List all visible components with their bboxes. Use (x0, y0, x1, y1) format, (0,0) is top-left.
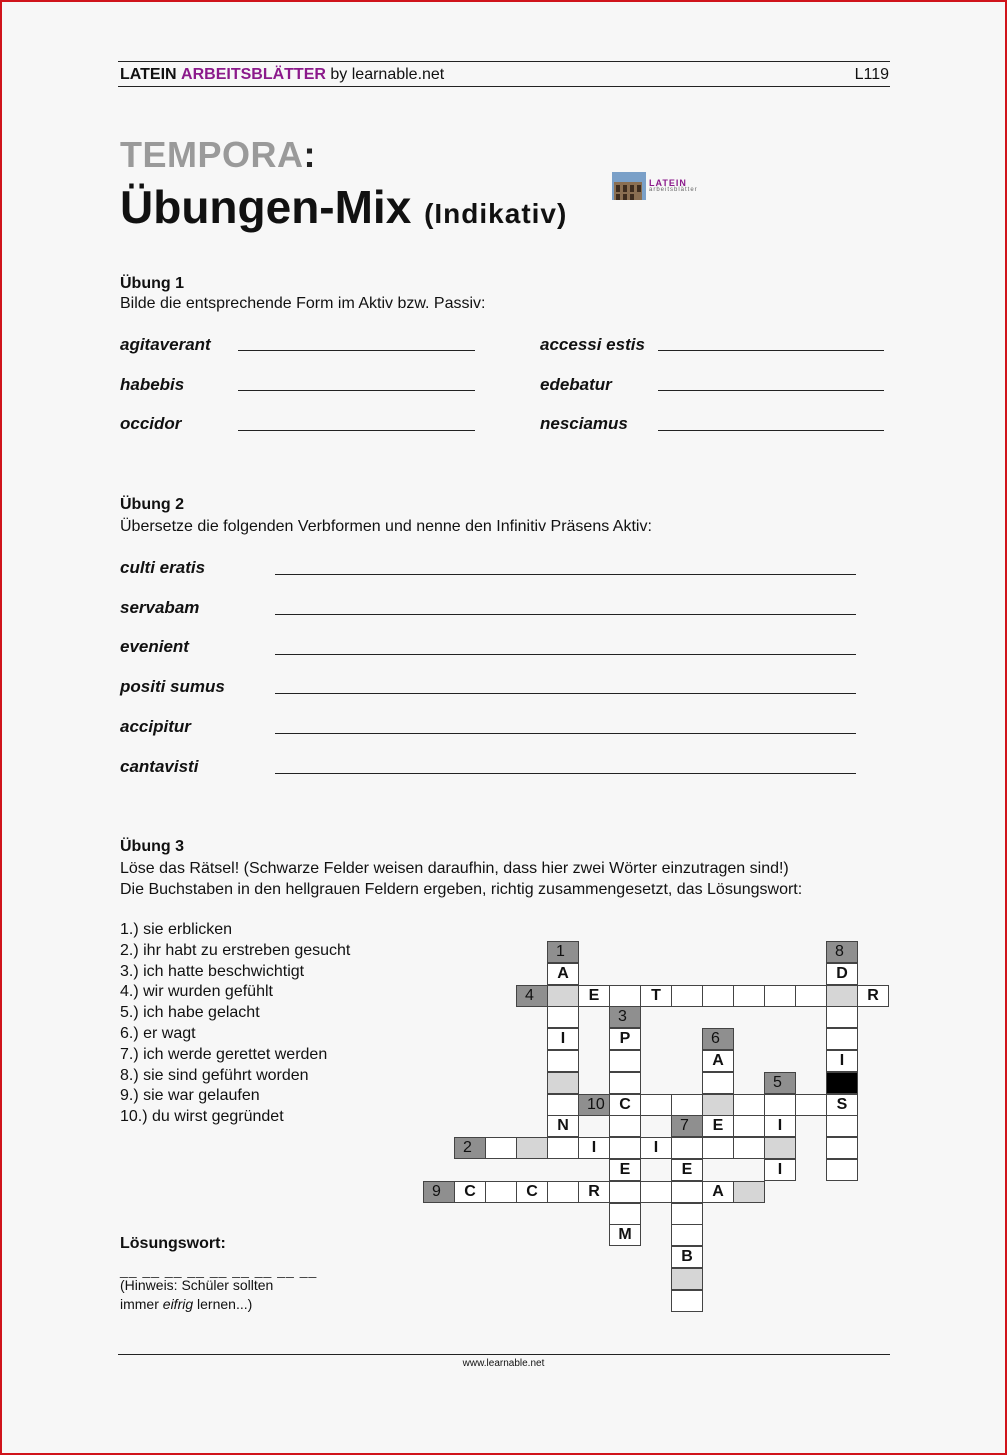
ex2-word: cantavisti (120, 757, 199, 776)
footer-url: www.learnable.net (462, 1358, 545, 1369)
title-line1: TEMPORA (120, 134, 304, 175)
crossword-cell[interactable]: R (857, 985, 889, 1007)
answer-line[interactable] (238, 430, 475, 431)
crossword-cell[interactable] (733, 1094, 765, 1116)
crossword-cell[interactable]: A (702, 1181, 734, 1203)
crossword-cell[interactable]: E (578, 985, 610, 1007)
crossword-cell[interactable]: E (609, 1159, 641, 1181)
clue-list (120, 920, 350, 1128)
crossword-cell[interactable] (702, 1137, 734, 1159)
clue-item: 4.) wir wurden gefühlt (120, 983, 273, 1001)
header-brand (120, 66, 444, 84)
answer-line[interactable] (275, 773, 856, 774)
crossword-cell[interactable]: I (640, 1137, 672, 1159)
clue-item: 3.) ich hatte beschwichtigt (120, 962, 305, 980)
crossword-number-cell: 4 (516, 985, 548, 1007)
crossword-cell[interactable] (547, 1050, 579, 1072)
crossword-cell[interactable]: D (826, 963, 858, 985)
latein-logo (612, 172, 712, 200)
clue-item: 5.) ich habe gelacht (120, 1004, 260, 1022)
crossword-cell[interactable] (547, 1094, 579, 1116)
crossword-cell[interactable] (733, 1137, 765, 1159)
crossword-number-cell: 7 (671, 1115, 703, 1137)
answer-line[interactable] (658, 430, 884, 431)
ex2-word: servabam (120, 598, 200, 617)
clue-item: 1.) sie erblicken (120, 921, 233, 938)
title-line2: Übungen-Mix (120, 181, 412, 233)
title-uebungen-mix (120, 180, 567, 234)
brand-latein: LATEIN (120, 66, 177, 83)
crossword-cell[interactable]: I (826, 1050, 858, 1072)
logo-text: LATEIN (649, 178, 687, 188)
hint-line-1: (Hinweis: Schüler sollten (120, 1277, 274, 1293)
answer-line[interactable] (658, 350, 884, 351)
ex2-word: evenient (120, 637, 189, 656)
crossword-number-cell: 1 (547, 941, 579, 963)
crossword-cell[interactable] (764, 985, 796, 1007)
ex2-word: positi sumus (120, 677, 225, 696)
crossword-cell[interactable] (547, 1181, 579, 1203)
crossword-cell[interactable] (826, 1159, 858, 1181)
crossword-cell[interactable] (671, 1224, 703, 1246)
crossword-number-cell: 10 (578, 1094, 610, 1116)
crossword-cell[interactable] (547, 985, 579, 1007)
crossword-cell[interactable] (671, 1203, 703, 1225)
ex3-heading: Übung 3 (120, 838, 184, 855)
header-bottom-rule (118, 86, 890, 87)
crossword-cell[interactable]: I (547, 1028, 579, 1050)
answer-line[interactable] (238, 350, 475, 351)
crossword-number-cell: 8 (826, 941, 858, 963)
crossword-cell[interactable] (826, 1115, 858, 1137)
crossword-cell[interactable] (826, 985, 858, 1007)
ex1-word: occidor (120, 414, 182, 433)
answer-line[interactable] (275, 614, 856, 615)
crossword-cell[interactable] (733, 1181, 765, 1203)
crossword-number-cell: 2 (454, 1137, 486, 1159)
crossword-cell[interactable]: B (671, 1246, 703, 1268)
answer-line[interactable] (238, 390, 475, 391)
answer-line[interactable] (275, 654, 856, 655)
crossword-cell[interactable] (609, 1181, 641, 1203)
crossword-black-cell[interactable] (826, 1072, 858, 1094)
crossword-cell[interactable] (764, 1094, 796, 1116)
ex2-instruction: Übersetze die folgenden Verbformen und nenne den Infinitiv Präsens Aktiv: (120, 518, 652, 535)
hint-line-2 (120, 1295, 273, 1314)
crossword-cell[interactable]: C (454, 1181, 486, 1203)
clue-item: 9.) sie war gelaufen (120, 1087, 260, 1105)
crossword-cell[interactable] (764, 1137, 796, 1159)
crossword-cell[interactable] (516, 1137, 548, 1159)
crossword-cell[interactable] (826, 1006, 858, 1028)
ex1-heading: Übung 1 (120, 275, 184, 292)
crossword-cell[interactable] (485, 1181, 517, 1203)
crossword-cell[interactable]: C (609, 1094, 641, 1116)
crossword-cell[interactable]: A (547, 963, 579, 985)
crossword-cell[interactable] (609, 1137, 641, 1159)
crossword-cell[interactable]: I (764, 1159, 796, 1181)
crossword-cell[interactable] (609, 1072, 641, 1094)
solution-label: Lösungswort: (120, 1235, 226, 1252)
hint-text (120, 1276, 273, 1314)
crossword-number-cell: 9 (423, 1181, 455, 1203)
clue-item: 6.) er wagt (120, 1024, 196, 1042)
crossword-number-cell: 5 (764, 1072, 796, 1094)
title-colon: : (303, 134, 316, 175)
crossword-cell[interactable] (733, 985, 765, 1007)
answer-line[interactable] (275, 574, 856, 575)
crossword-cell[interactable]: C (516, 1181, 548, 1203)
crossword-cell[interactable] (702, 985, 734, 1007)
crossword-cell[interactable] (702, 1094, 734, 1116)
solution-blanks[interactable]: __ __ __ __ __ __ __ __ __ (120, 1262, 318, 1278)
crossword-cell[interactable]: I (764, 1115, 796, 1137)
crossword-cell[interactable] (671, 1290, 703, 1312)
ex1-word: nesciamus (540, 414, 628, 433)
crossword-cell[interactable] (702, 1072, 734, 1094)
crossword-cell[interactable] (671, 1094, 703, 1116)
crossword-cell[interactable] (671, 1268, 703, 1290)
answer-line[interactable] (658, 390, 884, 391)
crossword-cell[interactable]: M (609, 1224, 641, 1246)
crossword-cell[interactable]: T (640, 985, 672, 1007)
clue-item: 8.) sie sind geführt worden (120, 1066, 309, 1084)
answer-line[interactable] (275, 733, 856, 734)
header-top-rule (118, 61, 890, 62)
crossword-cell[interactable]: I (578, 1137, 610, 1159)
crossword-cell[interactable]: P (609, 1028, 641, 1050)
footer-rule (118, 1354, 890, 1355)
crossword-cell[interactable] (671, 1181, 703, 1203)
ex3-instruction-1: Löse das Rätsel! (Schwarze Felder weisen daraufhin, dass hier zwei Wörter einzutragen sind!) (120, 860, 789, 877)
crossword-cell[interactable] (795, 1094, 827, 1116)
ex2-word: culti eratis (120, 558, 206, 577)
ex2-word: accipitur (120, 717, 191, 736)
crossword-cell[interactable] (609, 1203, 641, 1225)
ex1-instruction: Bilde die entsprechende Form im Aktiv bzw. Passiv: (120, 295, 486, 312)
crossword-cell[interactable] (733, 1115, 765, 1137)
crossword-cell[interactable]: R (578, 1181, 610, 1203)
clue-item: 7.) ich werde gerettet werden (120, 1045, 328, 1063)
answer-line[interactable] (275, 693, 856, 694)
crossword-cell[interactable] (609, 1050, 641, 1072)
ex1-word: accessi estis (540, 335, 645, 354)
title-tempora (120, 134, 316, 176)
brand-arbeitsblaetter: ARBEITSBLÄTTER (181, 66, 326, 83)
crossword-number-cell: 3 (609, 1006, 641, 1028)
crossword-cell[interactable] (609, 1115, 641, 1137)
crossword-cell[interactable] (609, 985, 641, 1007)
ex2-heading: Übung 2 (120, 496, 184, 513)
crossword-cell[interactable] (547, 1072, 579, 1094)
crossword-cell[interactable]: E (671, 1159, 703, 1181)
logo-subtext: arbeitsblätter (649, 187, 698, 193)
crossword-cell[interactable] (640, 1094, 672, 1116)
crossword-cell[interactable] (671, 1137, 703, 1159)
crossword-cell[interactable] (547, 1006, 579, 1028)
hint-pre: immer (120, 1296, 163, 1312)
crossword-cell[interactable] (826, 1137, 858, 1159)
hint-post: lernen...) (193, 1296, 253, 1312)
ex3-instruction-2: Die Buchstaben in den hellgrauen Feldern ergeben, richtig zusammengesetzt, das Lösungswort: (120, 881, 803, 898)
worksheet-code: L119 (854, 66, 889, 83)
crossword-number-cell: 6 (702, 1028, 734, 1050)
title-indikativ: (Indikativ) (424, 198, 568, 229)
crossword-cell[interactable] (795, 985, 827, 1007)
crossword-cell[interactable] (671, 985, 703, 1007)
crossword-cell[interactable] (485, 1137, 517, 1159)
crossword-cell[interactable]: A (702, 1050, 734, 1072)
crossword-cell[interactable] (640, 1181, 672, 1203)
crossword-cell[interactable] (826, 1028, 858, 1050)
clue-item: 10.) du wirst gegründet (120, 1108, 284, 1126)
ex1-word: habebis (120, 375, 185, 394)
ex1-word: edebatur (540, 375, 612, 394)
crossword-cell[interactable] (547, 1137, 579, 1159)
clue-item: 2.) ihr habt zu erstreben gesucht (120, 941, 351, 959)
brand-by: by learnable.net (330, 66, 445, 83)
hint-italic: eifrig (162, 1296, 194, 1312)
crossword-cell[interactable]: N (547, 1115, 579, 1137)
ex1-word: agitaverant (120, 335, 211, 354)
crossword-cell[interactable]: E (702, 1115, 734, 1137)
crossword-cell[interactable]: S (826, 1094, 858, 1116)
